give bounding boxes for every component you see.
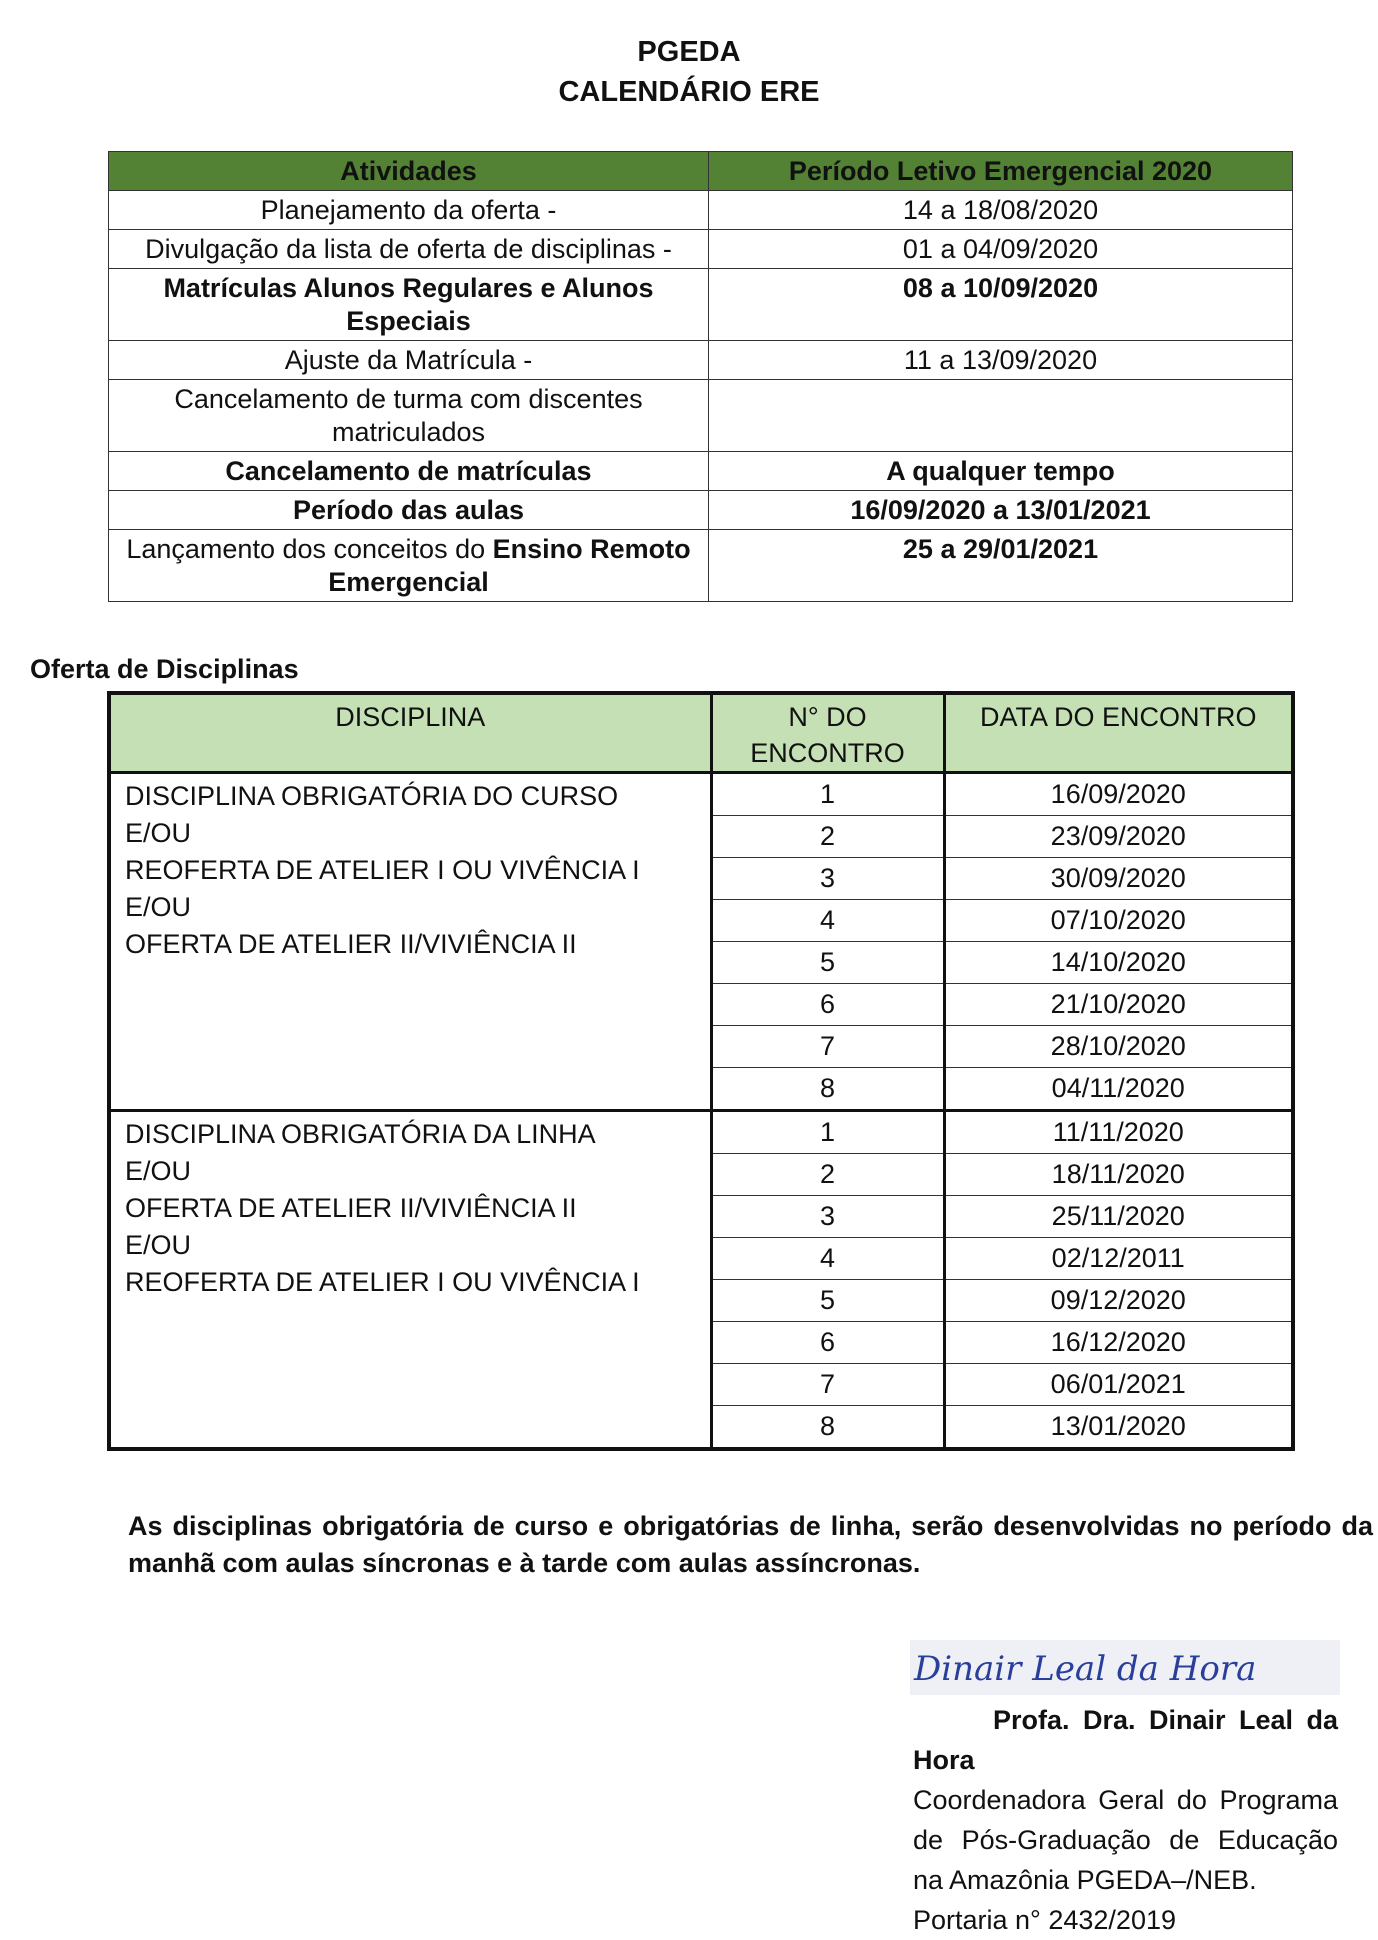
period-cell: 25 a 29/01/2021 <box>709 530 1293 602</box>
calendar-header-row <box>109 152 1293 191</box>
meeting-number-cell: 5 <box>711 1280 944 1322</box>
meeting-date-cell: 11/11/2020 <box>944 1111 1293 1154</box>
meeting-number-cell: 7 <box>711 1364 944 1406</box>
meeting-number-cell: 4 <box>711 1238 944 1280</box>
discipline-line: E/OU <box>125 892 192 922</box>
calendar-row <box>109 380 1293 452</box>
calendar-row <box>109 341 1293 380</box>
calendar-row <box>109 191 1293 230</box>
activity-cell: Cancelamento de turma com discentes matriculados <box>109 380 709 452</box>
period-cell: 14 a 18/08/2020 <box>709 191 1293 230</box>
signatory-role: Coordenadora Geral do Programa de Pós-Graduação de Educação na Amazônia PGEDA–/NEB. <box>913 1785 1338 1895</box>
calendar-header-period: Período Letivo Emergencial 2020 <box>709 152 1293 191</box>
activity-text-bold: Ensino Remoto Emergencial <box>328 534 691 597</box>
discipline-line: E/OU <box>125 1230 192 1260</box>
discipline-line: REOFERTA DE ATELIER I OU VIVÊNCIA I <box>125 855 640 885</box>
period-cell: 01 a 04/09/2020 <box>709 230 1293 269</box>
discipline-line: OFERTA DE ATELIER II/VIVIÊNCIA II <box>125 1193 577 1223</box>
discipline-line: DISCIPLINA OBRIGATÓRIA DA LINHA <box>125 1119 596 1149</box>
period-cell <box>709 380 1293 452</box>
calendar-table <box>108 151 1293 602</box>
meeting-number-cell: 2 <box>711 1154 944 1196</box>
signature-script: Dinair Leal da Hora <box>914 1649 1257 1689</box>
discipline-line: E/OU <box>125 818 192 848</box>
meeting-date-cell: 16/12/2020 <box>944 1322 1293 1364</box>
calendar-row <box>109 491 1293 530</box>
meeting-number-cell: 5 <box>711 942 944 984</box>
meeting-number-cell: 3 <box>711 858 944 900</box>
meeting-number-cell: 2 <box>711 816 944 858</box>
period-cell: 16/09/2020 a 13/01/2021 <box>709 491 1293 530</box>
offer-table <box>107 691 1295 1451</box>
meeting-date-cell: 30/09/2020 <box>944 858 1293 900</box>
handwritten-signature <box>910 1640 1340 1695</box>
meeting-date-cell: 04/11/2020 <box>944 1068 1293 1111</box>
discipline-line: E/OU <box>125 1156 192 1186</box>
activity-cell: Divulgação da lista de oferta de disciplinas - <box>109 230 709 269</box>
meeting-date-cell: 21/10/2020 <box>944 984 1293 1026</box>
activity-text: Lançamento dos conceitos do <box>126 534 493 564</box>
period-cell: A qualquer tempo <box>709 452 1293 491</box>
meeting-date-cell: 16/09/2020 <box>944 773 1293 816</box>
meeting-date-cell: 28/10/2020 <box>944 1026 1293 1068</box>
offer-table-body <box>109 773 1293 1450</box>
signatory-name: Profa. Dra. Dinair Leal da Hora <box>913 1705 1338 1775</box>
calendar-row <box>109 452 1293 491</box>
header-meeting-number: N° DO ENCONTRO <box>711 693 944 773</box>
discipline-line: OFERTA DE ATELIER II/VIVIÊNCIA II <box>125 929 577 959</box>
calendar-row <box>109 230 1293 269</box>
header-discipline: DISCIPLINA <box>109 693 711 773</box>
meeting-date-cell: 02/12/2011 <box>944 1238 1293 1280</box>
meeting-number-cell: 1 <box>711 1111 944 1154</box>
discipline-line: DISCIPLINA OBRIGATÓRIA DO CURSO <box>125 781 619 811</box>
period-cell: 11 a 13/09/2020 <box>709 341 1293 380</box>
meeting-number-cell: 8 <box>711 1068 944 1111</box>
meeting-date-cell: 23/09/2020 <box>944 816 1293 858</box>
header-meeting-date: DATA DO ENCONTRO <box>944 693 1293 773</box>
meeting-number-cell: 1 <box>711 773 944 816</box>
signature-block <box>913 1700 1338 1940</box>
document-subtitle: CALENDÁRIO ERE <box>558 76 820 108</box>
meeting-number-cell: 6 <box>711 1322 944 1364</box>
meeting-date-cell: 18/11/2020 <box>944 1154 1293 1196</box>
meeting-row <box>109 773 1293 816</box>
meeting-date-cell: 25/11/2020 <box>944 1196 1293 1238</box>
meeting-number-cell: 8 <box>711 1406 944 1450</box>
meeting-date-cell: 13/01/2020 <box>944 1406 1293 1450</box>
section-heading: Oferta de Disciplinas <box>30 654 299 684</box>
meeting-number-cell: 3 <box>711 1196 944 1238</box>
calendar-row <box>109 530 1293 602</box>
calendar-row <box>109 269 1293 341</box>
period-cell: 08 a 10/09/2020 <box>709 269 1293 341</box>
footnote: As disciplinas obrigatória de curso e obrigatórias de linha, serão desenvolvidas no período da manhã com aulas síncronas e à tarde com aulas assíncronas. <box>128 1511 1373 1578</box>
meeting-date-cell: 07/10/2020 <box>944 900 1293 942</box>
activity-cell: Período das aulas <box>109 491 709 530</box>
activity-cell: Cancelamento de matrículas <box>109 452 709 491</box>
discipline-line: REOFERTA DE ATELIER I OU VIVÊNCIA I <box>125 1267 640 1297</box>
meeting-date-cell: 06/01/2021 <box>944 1364 1293 1406</box>
meeting-number-cell: 6 <box>711 984 944 1026</box>
activity-cell <box>109 530 709 602</box>
meeting-number-cell: 4 <box>711 900 944 942</box>
activity-cell: Ajuste da Matrícula - <box>109 341 709 380</box>
discipline-cell <box>109 1111 711 1450</box>
meeting-date-cell: 09/12/2020 <box>944 1280 1293 1322</box>
meeting-row <box>109 1111 1293 1154</box>
meeting-number-cell: 7 <box>711 1026 944 1068</box>
meeting-date-cell: 14/10/2020 <box>944 942 1293 984</box>
discipline-cell <box>109 773 711 1111</box>
document-title: PGEDA <box>637 36 741 68</box>
signatory-portaria: Portaria n° 2432/2019 <box>913 1905 1176 1935</box>
activity-cell: Matrículas Alunos Regulares e Alunos Especiais <box>109 269 709 341</box>
offer-header-row <box>109 693 1293 773</box>
activity-cell: Planejamento da oferta - <box>109 191 709 230</box>
calendar-header-activities: Atividades <box>109 152 709 191</box>
